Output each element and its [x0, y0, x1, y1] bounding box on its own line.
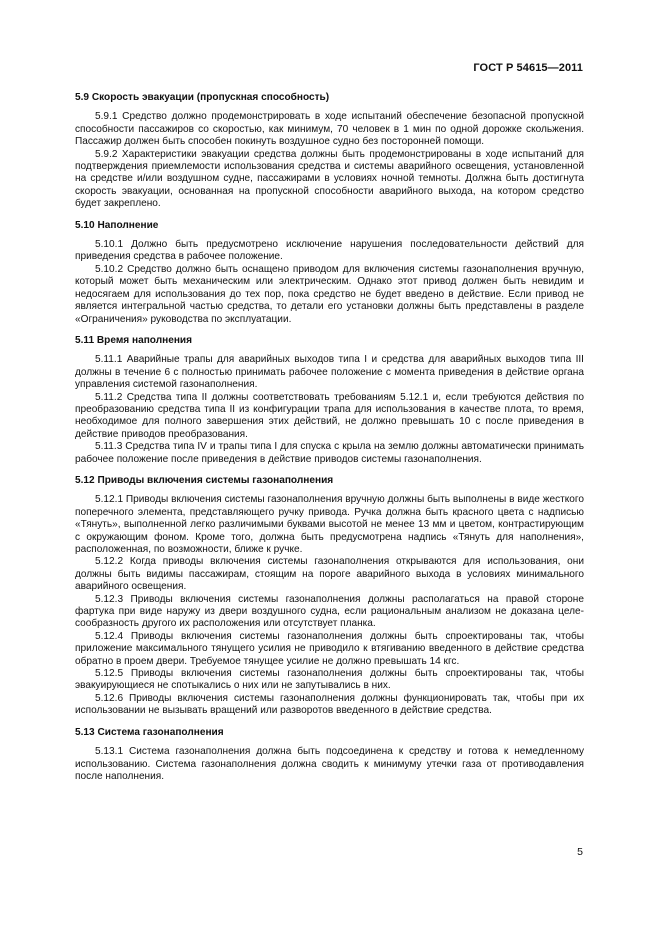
- paragraph: 5.12.2 Когда приводы включения системы газонаполнения открываются для использования, они должны быть видимы пассажирам, стоящим на пороге аварийного выхода в условиях минимального аварийного освещения.: [75, 556, 584, 593]
- section-heading: 5.13 Система газонаполнения: [75, 726, 224, 738]
- paragraph: 5.9.1 Средство должно продемонстрировать в ходе испытаний обеспечение безопасной пропускной способности пассажиров со скоростью, как минимум, 70 человек в 1 мин по одной дорожке скольжения. Пассажир должен быть способен покинуть воздушное судно без посторонней помощи.: [75, 111, 584, 148]
- paragraph: 5.12.5 Приводы включения системы газонаполнения должны быть спроектированы так, чтобы эвакуирующиеся не спотыкались о них или не запутывались в них.: [75, 668, 584, 692]
- page-number: 5: [577, 846, 583, 858]
- section-5-12: [75, 475, 584, 718]
- paragraph: 5.12.1 Приводы включения системы газонаполнения вручную должны быть выполнены в виде жесткого поперечного элемента, представляющего ручку привода. Ручка должна быть красного цвета с надписью «Тянуть», выполненной легко различимыми буквами высотой не менее 13 мм и цветом, контрастирующим с окружающим фоном. Кроме того, должна быть предусмотрена надпись «Тянуть для наполнения», расположенная, по возможности, ближе к ручке.: [75, 494, 584, 555]
- section-5-10: [75, 220, 584, 326]
- section-5-13: [75, 727, 584, 784]
- paragraph: 5.11.2 Средства типа II должны соответствовать требованиям 5.12.1 и, если требуются действия по преобразованию средства типа II из конфигурации трапа для использования в качестве плота, то время, необходимое для полного завершения этих действий, не должно превышать 10 с после приведения в действие приводов преобразования.: [75, 391, 584, 440]
- section-heading: 5.11 Время наполнения: [75, 334, 193, 346]
- section-5-11: [75, 335, 584, 466]
- paragraph: 5.12.6 Приводы включения системы газонаполнения должны функционировать так, чтобы при их использовании не вызывать вращений или разворотов введенного в действие средства.: [75, 692, 584, 717]
- paragraph: 5.11.3 Средства типа IV и трапы типа I для спуска с крыла на землю должны автоматически принимать рабочее положение после приведения в действие приводов системы газонаполнения.: [75, 441, 584, 465]
- paragraph: 5.12.4 Приводы включения системы газонаполнения должны быть спроектированы так, чтобы приложение максимального тянущего усилия не приводило к втягиванию введенного в действие средства обратно в проем двери. Требуемое тянущее усилие не должно превышать 14 кгс.: [75, 630, 584, 667]
- section-heading: 5.9 Скорость эвакуации (пропускная способность): [75, 92, 330, 103]
- paragraph: 5.10.1 Должно быть предусмотрено исключение нарушения последовательности действий для приведения средства в рабочее положение.: [75, 239, 584, 263]
- paragraph: 5.10.2 Средство должно быть оснащено приводом для включения системы газонаполнения вручную, который может быть механическим или электрическим. Однако этот привод должен быть невидим и недосягаем для использования до тех пор, пока средство не будет введено в действие. Если привод не является интегральной частью средства, то детали его установки должны быть представлены в разделе «Ограничения» руководства по эксплуатации.: [75, 263, 584, 325]
- paragraph: 5.9.2 Характеристики эвакуации средства должны быть продемонстрированы в ходе испытаний для подтверждения приемлемости использования средства и системы аварийного освещения, установленной на средстве и/или воздушном судне, пассажирами в условиях ночной темноты. Должна быть достигнута скорость эвакуации, основанная на пропускной способности аварийного выхода, на котором средство будет закреплено.: [75, 148, 584, 210]
- paragraph: 5.11.1 Аварийные трапы для аварийных выходов типа I и средства для аварийных выходов типа III должны в течение 6 с полностью принимать рабочее положение с момента приведения в действие органа управления системой газонаполнения.: [75, 354, 584, 391]
- document-code: ГОСТ Р 54615—2011: [473, 62, 583, 74]
- section-heading: 5.12 Приводы включения системы газонаполнения: [75, 474, 334, 486]
- section-5-9: [75, 92, 584, 211]
- paragraph: 5.13.1 Система газонаполнения должна быть подсоединена к средству и готова к немедленному использованию. Система газонаполнения должна сводить к минимуму утечки газа от противодавления после наполнения.: [75, 746, 584, 782]
- section-heading: 5.10 Наполнение: [75, 219, 159, 231]
- paragraph: 5.12.3 Приводы включения системы газонаполнения должны располагаться на правой стороне фартука при виде наружу из двери воздушного судна, если рациональным анализом не доказана целесообразность другого их расположения или отсутствует планка.: [75, 593, 584, 630]
- document-body: [75, 92, 584, 792]
